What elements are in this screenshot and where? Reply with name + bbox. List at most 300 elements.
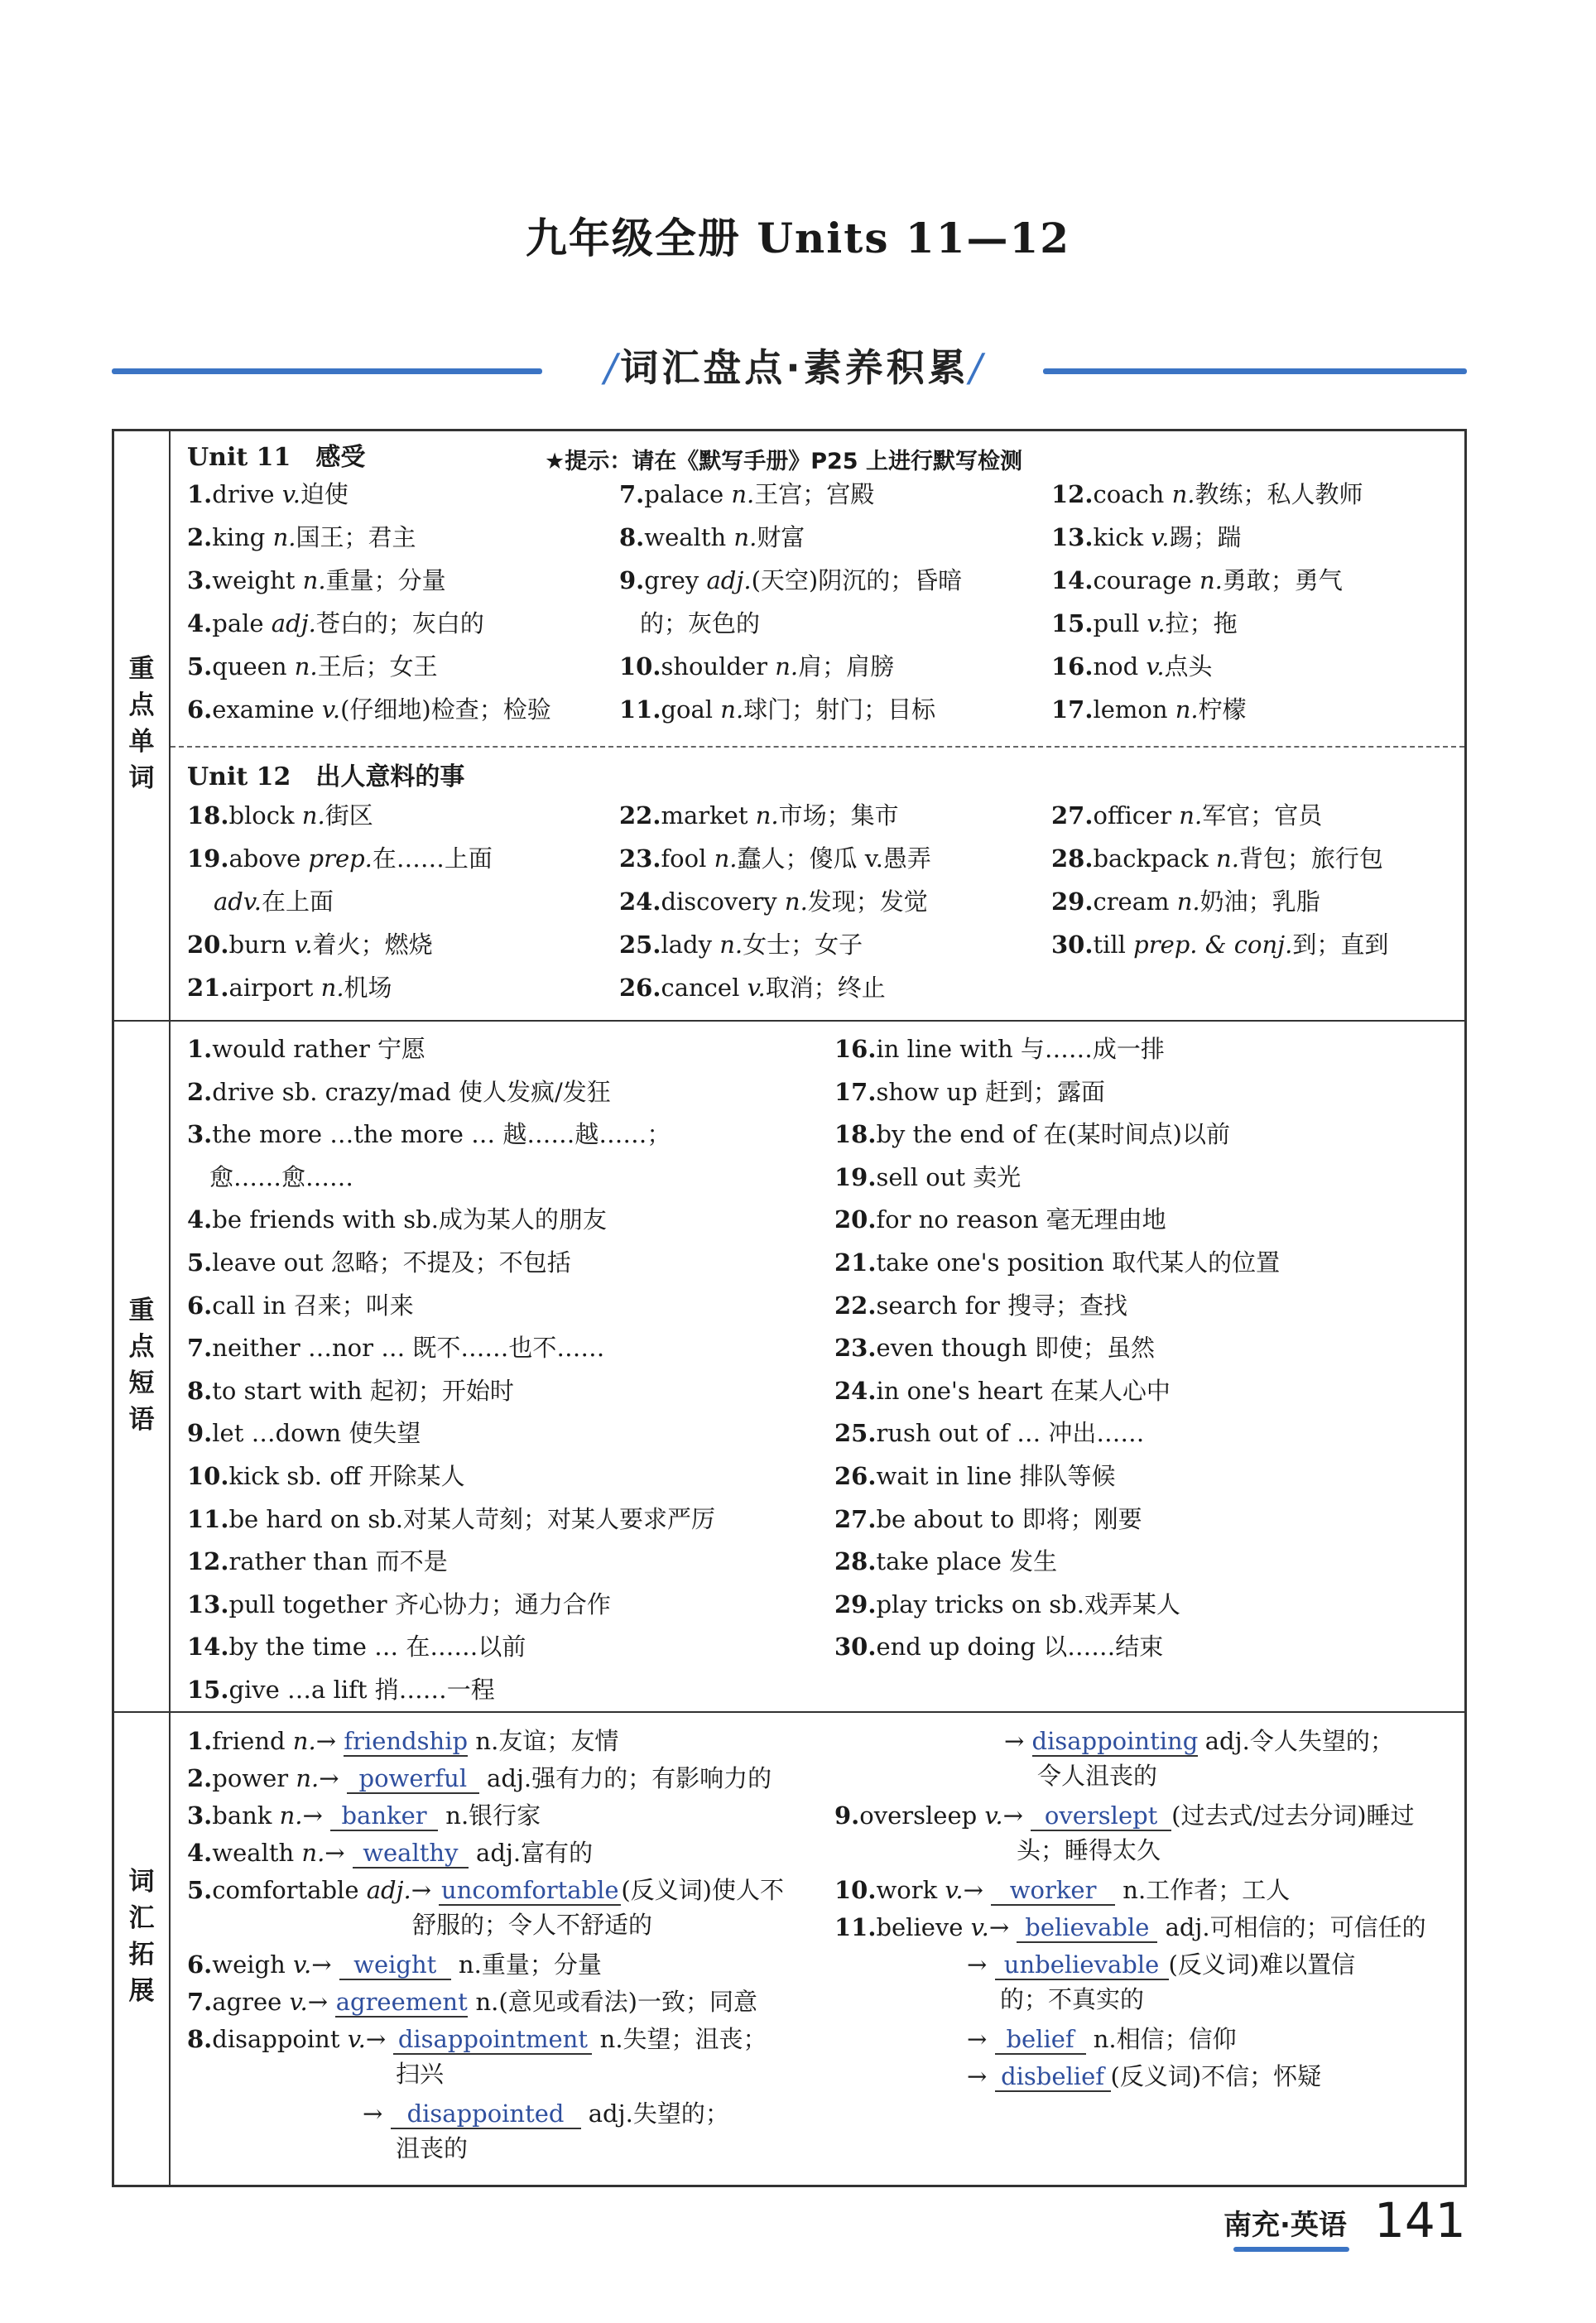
answer-blank: disbelief [995, 2062, 1111, 2092]
text-part: 13. [187, 1590, 229, 1618]
phrase-entry [834, 1161, 1021, 1194]
text-part: 王宫；宫殿 [754, 480, 875, 508]
text-part: would rather 宁愿 [212, 1035, 426, 1063]
text-part: (过去式/过去分词)睡过 [1171, 1801, 1415, 1830]
text-part: 踢；踹 [1169, 523, 1242, 551]
text-part: v. [984, 1801, 1003, 1830]
text-part: block [228, 801, 302, 830]
text-part: 29. [834, 1590, 877, 1618]
text-part: 17. [1051, 695, 1094, 724]
footer-line [1233, 2247, 1349, 2252]
word-entry [619, 564, 962, 597]
answer-blank: agreement [335, 1988, 468, 2016]
text-part: 王后；女王 [317, 652, 438, 681]
text-part: cream [1093, 887, 1177, 916]
unit-header: Unit 11 感受 [187, 443, 366, 472]
text-part: friend [212, 1727, 293, 1755]
text-part: to start with 起初；开始时 [212, 1376, 514, 1405]
text-part: n. [1216, 844, 1239, 873]
page-title: 九年级全册 Units 11—12 [525, 214, 1071, 262]
phrase-entry [834, 1203, 1166, 1236]
text-part: 19. [834, 1162, 877, 1191]
answer-blank: overslept [1031, 1801, 1171, 1831]
text-part: agree [212, 1988, 290, 2016]
phrase-entry [834, 1630, 1163, 1663]
text-part: 12. [187, 1547, 229, 1576]
text-part: 市场；集市 [778, 801, 899, 830]
text-part: prep. [308, 844, 373, 873]
text-part: 球门；射门；目标 [743, 695, 936, 724]
text-part: burn [228, 931, 295, 959]
phrase-entry [834, 1032, 1165, 1065]
text-part: adv. [214, 887, 262, 916]
answer-blank: disappointment [393, 2025, 592, 2055]
word-entry [1051, 607, 1238, 640]
phrase-entry [834, 1075, 1105, 1109]
text-part: pull [1093, 609, 1147, 637]
text-part: (反义词)使人不 [621, 1876, 784, 1904]
text-part: → [1002, 1801, 1031, 1830]
text-part: even though 即使；虽然 [876, 1334, 1155, 1363]
text-part: 10. [834, 1876, 877, 1904]
word-entry [187, 693, 551, 726]
word-entry [1051, 928, 1388, 961]
text-part: 肩；肩膀 [798, 652, 895, 681]
text-part: 25. [619, 931, 661, 959]
text-part: n. [733, 523, 757, 551]
phrase-entry [834, 1246, 1280, 1279]
text-part: be hard on sb.对某人苛刻；对某人要求严厉 [228, 1504, 716, 1533]
text-part: work [876, 1876, 945, 1904]
text-part: n. [775, 652, 799, 681]
phrase-entry [187, 1118, 671, 1151]
text-part: 11. [619, 695, 661, 724]
text-part: goal [661, 695, 721, 724]
text-part: 10. [187, 1462, 229, 1490]
text-part: n. [720, 695, 744, 724]
word-entry [187, 799, 373, 832]
text-part: wealth [644, 523, 734, 551]
expand-entry [967, 2022, 1237, 2056]
expand-cont: 扫兴 [396, 2060, 445, 2088]
text-part: n.相信；信仰 [1085, 2025, 1237, 2053]
text-part: 教练；私人教师 [1195, 480, 1363, 508]
text-part: → [967, 1950, 995, 1979]
text-part: play tricks on sb.戏弄某人 [876, 1590, 1180, 1618]
text-part: kick sb. off 开除某人 [228, 1462, 465, 1490]
text-part: 28. [834, 1547, 877, 1576]
text-part: 6. [187, 1291, 213, 1320]
text-part: → [988, 1913, 1017, 1941]
text-part: 21. [834, 1248, 877, 1277]
text-part: 1. [187, 480, 213, 508]
banner-line-left [112, 368, 542, 374]
expand-cont: 的；不真实的 [1000, 1985, 1145, 2013]
text-part: neither …nor … 既不……也不…… [212, 1334, 605, 1363]
text-part: → [315, 1727, 344, 1755]
text-part: n. [272, 523, 296, 551]
text-part: 2. [187, 1077, 213, 1106]
phrase-entry [187, 1374, 514, 1407]
text-part: queen [212, 652, 295, 681]
text-part: n. [784, 887, 808, 916]
text-part: 机场 [344, 974, 392, 1002]
text-part: palace [644, 480, 732, 508]
text-part: 25. [834, 1419, 877, 1448]
text-part: examine [212, 695, 322, 724]
expand-cont: 沮丧的 [396, 2134, 469, 2162]
phrase-entry [834, 1416, 1144, 1450]
text-part: for no reason 毫无理由地 [876, 1205, 1166, 1234]
text-part: 15. [1051, 609, 1094, 637]
text-part: 3. [187, 1801, 213, 1830]
word-entry [1051, 885, 1320, 918]
text-part: n. [755, 801, 779, 830]
text-part: n. [1171, 480, 1195, 508]
text-part: cancel [661, 974, 748, 1002]
text-part: grey [644, 566, 707, 594]
text-part: 30. [1051, 931, 1094, 959]
text-part: take place 发生 [876, 1547, 1058, 1576]
vocab-box [112, 429, 1467, 2187]
word-entry [619, 971, 886, 1004]
answer-blank: belief [995, 2025, 1086, 2055]
text-part: let …down 使失望 [212, 1419, 421, 1448]
phrase-entry [187, 1203, 607, 1236]
text-part: oversleep [859, 1801, 985, 1830]
word-entry [1051, 564, 1343, 597]
text-part: n.重量；分量 [450, 1950, 602, 1979]
text-part: adj.失望的； [580, 2099, 729, 2128]
text-part: in line with 与……成一排 [876, 1035, 1165, 1063]
text-part: → [302, 1801, 331, 1830]
text-part: n. [296, 1764, 320, 1792]
expand-entry [187, 1836, 593, 1869]
text-part: 26. [619, 974, 661, 1002]
word-entry [187, 607, 484, 640]
text-part: 6. [187, 1950, 213, 1979]
text-part: v. [1147, 609, 1166, 637]
text-part: n. [719, 931, 743, 959]
word-entry [1051, 521, 1242, 554]
answer-blank: disappointing [1031, 1727, 1199, 1755]
section-divider [114, 1020, 1464, 1022]
phrase-entry [834, 1331, 1155, 1364]
text-part: by the time … 在……以前 [228, 1633, 526, 1662]
phrase-entry [187, 1630, 526, 1663]
answer-blank: powerful [347, 1764, 479, 1794]
text-part: 迫使 [300, 480, 349, 508]
text-part: → [365, 2025, 394, 2053]
text-part: (天空)阴沉的；昏暗 [751, 566, 963, 594]
expand-entry [187, 1985, 757, 2018]
label-expand: 词 汇 拓 展 [128, 1867, 155, 2006]
text-part: → [967, 2062, 995, 2090]
unit-header: Unit 12 出人意料的事 [187, 762, 465, 791]
phrase-entry [187, 1503, 715, 1536]
text-part: n.失望；沮丧； [592, 2025, 767, 2053]
expand-cont: 头；睡得太久 [1017, 1836, 1161, 1864]
phrase-entry [834, 1374, 1171, 1407]
text-part: pale [212, 609, 272, 637]
text-part: → [963, 1876, 992, 1904]
text-part: → [967, 2025, 995, 2053]
word-entry [1051, 842, 1383, 875]
text-part: officer [1093, 801, 1180, 830]
text-part: 愈……愈…… [209, 1162, 354, 1191]
text-part: (反义词)不信；怀疑 [1110, 2062, 1322, 2090]
text-part: 4. [187, 1839, 213, 1867]
text-part: give …a lift 捎……一程 [228, 1676, 495, 1704]
expand-entry [187, 1799, 541, 1832]
word-entry [1051, 650, 1213, 683]
word-entry [619, 799, 899, 832]
text-part: n. [1199, 566, 1223, 594]
text-part: 蠢人；傻瓜 v.愚弄 [737, 844, 931, 873]
text-part: lemon [1093, 695, 1175, 724]
text-part: 4. [187, 609, 213, 637]
text-part: sell out 卖光 [876, 1162, 1022, 1191]
text-part: (反义词)难以置信 [1168, 1950, 1356, 1979]
section-divider [114, 1711, 1464, 1713]
text-part: believe [876, 1913, 971, 1941]
text-part: power [212, 1764, 296, 1792]
text-part: n. [714, 844, 738, 873]
text-part: 16. [1051, 652, 1094, 681]
label-words: 重 点 单 词 [128, 654, 155, 793]
text-part: n. [1179, 801, 1203, 830]
answer-blank: believable [1017, 1913, 1157, 1943]
text-part: n.(意见或看法)一致；同意 [468, 1988, 757, 2016]
text-part: 1. [187, 1727, 213, 1755]
text-part: 15. [187, 1676, 229, 1704]
text-part: discovery [661, 887, 785, 916]
answer-blank: disappointed [391, 2099, 581, 2129]
text-part: backpack [1093, 844, 1217, 873]
text-part: wealth [212, 1839, 302, 1867]
text-part: 3. [187, 566, 213, 594]
text-part: → [307, 1988, 336, 2016]
text-part: 23. [834, 1334, 877, 1363]
text-part: 取消；终止 [765, 974, 886, 1002]
text-part: adj.富有的 [468, 1839, 594, 1867]
word-entry [619, 650, 894, 683]
text-part: v. [281, 480, 300, 508]
text-part: till [1093, 931, 1134, 959]
text-part: be friends with sb.成为某人的朋友 [212, 1205, 607, 1234]
answer-blank: uncomfortable [439, 1876, 621, 1906]
answer-blank: unbelievable [995, 1950, 1169, 1980]
text-part: disappoint [212, 2025, 348, 2053]
text-part: 军官；官员 [1202, 801, 1323, 830]
phrase-entry [834, 1588, 1180, 1621]
answer-blank: friendship [344, 1727, 469, 1755]
text-part: 2. [187, 1764, 213, 1792]
text-part: n. [320, 974, 344, 1002]
text-part: 27. [834, 1504, 877, 1533]
text-part: 24. [619, 887, 661, 916]
word-entry [214, 885, 334, 918]
word-entry [619, 928, 863, 961]
word-entry [1051, 478, 1363, 511]
text-part: 21. [187, 974, 229, 1002]
text-part: v. [293, 1950, 312, 1979]
text-part: n. [301, 801, 325, 830]
text-part: 7. [619, 480, 645, 508]
text-part: drive sb. crazy/mad 使人发疯/发狂 [212, 1077, 611, 1106]
text-part: 着火；燃烧 [312, 931, 433, 959]
phrase-entry [834, 1118, 1230, 1151]
text-part: be about to 即将；刚要 [876, 1504, 1142, 1533]
text-part: by the end of 在(某时间点)以前 [876, 1120, 1230, 1149]
text-part: adj. [271, 609, 316, 637]
text-part: end up doing 以……结束 [876, 1633, 1164, 1662]
unit-divider [171, 746, 1464, 748]
text-part: 重量；分量 [325, 566, 446, 594]
text-part: 8. [619, 523, 645, 551]
phrase-entry [187, 1289, 414, 1322]
text-part: 女士；女子 [743, 931, 863, 959]
text-part: 18. [834, 1120, 877, 1149]
text-part: 12. [1051, 480, 1094, 508]
text-part: 14. [187, 1633, 229, 1662]
word-entry [1051, 799, 1322, 832]
text-part: 13. [1051, 523, 1094, 551]
text-part: 9. [834, 1801, 860, 1830]
text-part: v. [1151, 523, 1170, 551]
text-part: 拉；拖 [1165, 609, 1238, 637]
text-part: 发现；发觉 [807, 887, 928, 916]
text-part: airport [228, 974, 321, 1002]
text-part: take one's position 取代某人的位置 [876, 1248, 1281, 1277]
text-part: → [363, 2099, 391, 2128]
text-part: n. [1176, 887, 1200, 916]
text-part: market [661, 801, 756, 830]
phrase-entry [834, 1503, 1142, 1536]
phrase-entry [187, 1673, 495, 1706]
expand-entry [834, 1799, 1415, 1832]
expand-entry [363, 2097, 729, 2130]
phrase-entry [834, 1460, 1116, 1493]
text-part: 背包；旅行包 [1238, 844, 1383, 873]
text-part: n. [292, 1727, 316, 1755]
text-part: n. [731, 480, 755, 508]
text-part: 17. [834, 1077, 877, 1106]
word-entry [187, 521, 416, 554]
page-number: 141 [1374, 2192, 1466, 2248]
phrase-entry [834, 1289, 1127, 1322]
phrase-entry [187, 1331, 604, 1364]
phrase-entry [187, 1075, 611, 1109]
text-part: (仔细地)检查；检验 [340, 695, 551, 724]
text-part: n.友谊；友情 [468, 1727, 619, 1755]
text-part: 29. [1051, 887, 1094, 916]
text-part: adj. [366, 1876, 411, 1904]
text-part: 勇敢；勇气 [1222, 566, 1343, 594]
text-part: 5. [187, 1876, 213, 1904]
text-part: rather than 而不是 [228, 1547, 448, 1576]
section-banner: /词汇盘点·素养积累/ [603, 345, 986, 390]
text-part: adj.令人失望的； [1197, 1727, 1394, 1755]
phrase-entry [187, 1460, 465, 1493]
text-part: above [228, 844, 309, 873]
word-entry [187, 928, 433, 961]
text-part: 街区 [324, 801, 373, 830]
text-part: 7. [187, 1988, 213, 2016]
text-part: courage [1093, 566, 1199, 594]
text-part: v. [1146, 652, 1165, 681]
expand-entry [1004, 1724, 1394, 1758]
banner-line-right [1043, 368, 1467, 374]
text-part: → [319, 1764, 347, 1792]
phrase-entry [187, 1588, 611, 1621]
text-part: 16. [834, 1035, 877, 1063]
text-part: 20. [834, 1205, 877, 1234]
label-phrases: 重 点 短 语 [128, 1296, 155, 1435]
text-part: shoulder [661, 652, 776, 681]
expand-entry [834, 1873, 1290, 1907]
text-part: 柠檬 [1198, 695, 1247, 724]
word-entry [187, 842, 493, 875]
phrase-entry [187, 1032, 425, 1065]
text-part: fool [661, 844, 714, 873]
text-part: v. [945, 1876, 964, 1904]
text-part: n. [1175, 695, 1199, 724]
text-part: n.银行家 [438, 1801, 541, 1830]
text-part: adj. [706, 566, 752, 594]
text-part: search for 搜寻；查找 [876, 1291, 1128, 1320]
word-entry [619, 885, 928, 918]
text-part: comfortable [212, 1876, 367, 1904]
text-part: 10. [619, 652, 661, 681]
text-part: 19. [187, 844, 229, 873]
word-entry [187, 971, 392, 1004]
text-part: weight [212, 566, 303, 594]
text-part: 24. [834, 1376, 877, 1405]
text-part: n. [294, 652, 318, 681]
text-part: show up 赶到；露面 [876, 1077, 1105, 1106]
text-part: in one's heart 在某人心中 [876, 1376, 1171, 1405]
phrase-entry [187, 1246, 571, 1279]
text-part: pull together 齐心协力；通力合作 [228, 1590, 611, 1618]
text-part: leave out 忽略；不提及；不包括 [212, 1248, 571, 1277]
phrase-entry [834, 1545, 1057, 1578]
expand-entry [967, 2060, 1321, 2093]
text-part: 9. [619, 566, 645, 594]
text-part: v. [970, 1913, 989, 1941]
text-part: 27. [1051, 801, 1094, 830]
phrase-entry [187, 1416, 421, 1450]
expand-entry [187, 2022, 767, 2056]
text-part: 的；灰色的 [640, 609, 761, 637]
text-part: v. [289, 1988, 308, 2016]
text-part: 7. [187, 1334, 213, 1363]
word-entry [619, 842, 931, 875]
text-part: 在上面 [262, 887, 334, 916]
text-part: 20. [187, 931, 229, 959]
text-part: 到；直到 [1292, 931, 1389, 959]
phrase-entry [209, 1161, 353, 1194]
text-part: 国王；君主 [296, 523, 416, 551]
expand-entry [187, 1762, 772, 1795]
text-part: v. [347, 2025, 366, 2053]
text-part: 财富 [757, 523, 805, 551]
word-entry [640, 607, 760, 640]
word-entry [187, 650, 438, 683]
answer-blank: wealthy [353, 1839, 469, 1868]
text-part: 14. [1051, 566, 1094, 594]
text-part: king [212, 523, 273, 551]
